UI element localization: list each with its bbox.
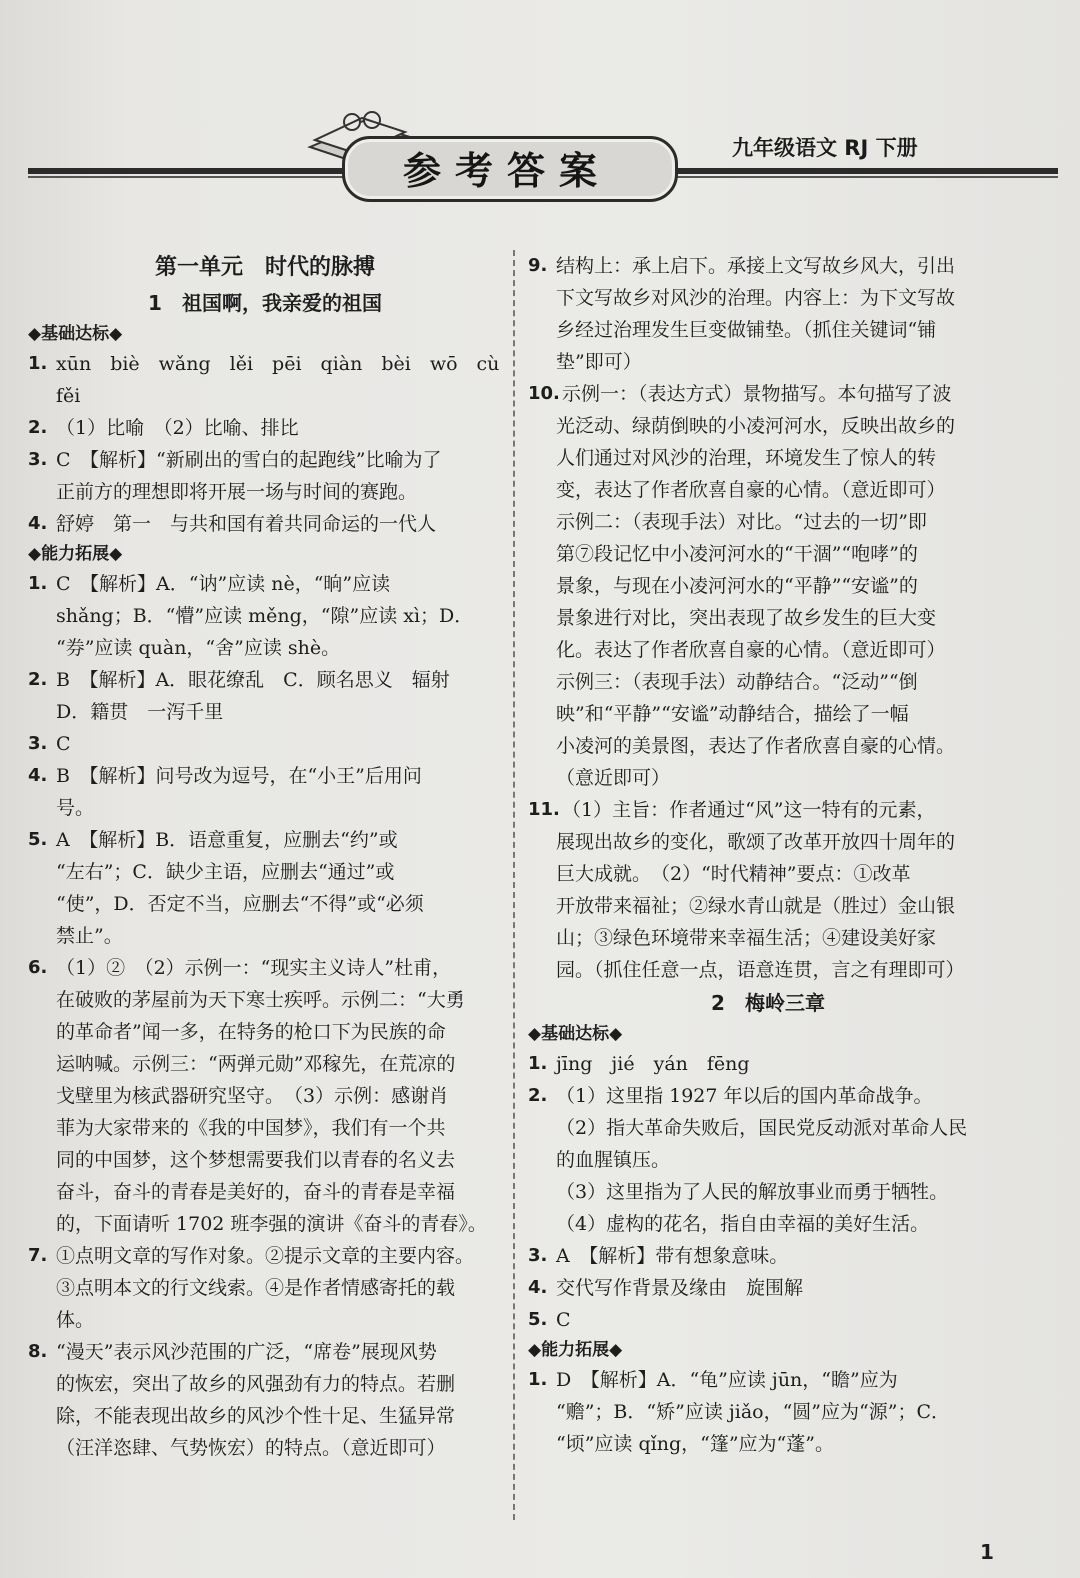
item-text: 人们通过对风沙的治理，环境发生了惊人的转 [556, 447, 937, 469]
answer-item [528, 1240, 1008, 1272]
item-number: 4. [528, 1277, 548, 1298]
item-text: D．籍贯 一泻千里 [56, 701, 224, 723]
item-number: 3. [28, 733, 48, 754]
section-extension: ◆能力拓展◆ [28, 544, 123, 564]
item-text: 示例一：（表达方式）景物描写。本句描写了波 [562, 383, 952, 405]
item-text: C 【解析】“新刷出的雪白的起跑线”比喻为了 [56, 449, 442, 471]
item-number: 4. [28, 513, 48, 534]
answer-item [528, 250, 1008, 282]
answer-item [28, 728, 502, 760]
item-text: （汪洋恣肆、气势恢宏）的特点。（意近即可） [56, 1437, 446, 1459]
item-text: “左右”；C．缺少主语，应删去“通过”或 [56, 861, 395, 883]
item-text: 的，下面请听 1702 班李强的演讲《奋斗的青春》。 [56, 1213, 487, 1235]
answer-item [28, 568, 502, 600]
item-text: A 【解析】带有想象意味。 [556, 1245, 789, 1267]
answer-item [28, 1336, 502, 1368]
answer-item [528, 794, 1008, 826]
answer-item [28, 348, 502, 380]
answer-item [528, 1080, 1008, 1112]
item-number: 4. [28, 765, 48, 786]
answer-item [528, 1304, 1008, 1336]
item-number: 8. [28, 1341, 48, 1362]
item-text: 在破败的茅屋前为天下寒士疾呼。示例二：“大勇 [56, 989, 465, 1011]
item-text: 光泛动、绿荫倒映的小凌河河水，反映出故乡的 [556, 415, 956, 437]
answer-item [28, 760, 502, 792]
item-number: 3. [28, 449, 48, 470]
item-text: 开放带来福祉；②绿水青山就是（胜过）金山银 [556, 895, 956, 917]
item-text: 交代写作背景及缘由 旋围解 [556, 1277, 804, 1299]
item-text: 戈壁里为核武器研究坚守。 （3）示例：感谢肖 [56, 1085, 449, 1107]
item-text: 展现出故乡的变化，歌颂了改革开放四十周年的 [556, 831, 956, 853]
answer-item [528, 1048, 1008, 1080]
item-text: 垫”即可） [556, 351, 642, 373]
item-text: “使”，D．否定不当，应删去“不得”或“必须 [56, 893, 424, 915]
item-text: 同的中国梦，这个梦想需要我们以青春的名义去 [56, 1149, 456, 1171]
item-text: 下文写故乡对风沙的治理。内容上：为下文写故 [556, 287, 956, 309]
item-number: 2. [28, 669, 48, 690]
item-number: 5. [528, 1309, 548, 1330]
item-text: （1）② （2）示例一：“现实主义诗人”杜甫， [56, 957, 452, 979]
column-divider [513, 250, 515, 1520]
item-text: 示例二：（表现手法）对比。“过去的一切”即 [556, 511, 927, 533]
answer-item [28, 664, 502, 696]
item-number: 9. [528, 255, 548, 276]
left-column [28, 250, 502, 1464]
item-text: B 【解析】A．眼花缭乱 C．顾名思义 辐射 [56, 669, 450, 691]
item-text: （意近即可） [556, 767, 671, 789]
item-text: “顷”应读 qǐng，“篷”应为“蓬”。 [556, 1433, 834, 1455]
answer-item [528, 1272, 1008, 1304]
right-column [528, 250, 1008, 1460]
page-title: 参考答案 [402, 149, 611, 193]
item-text: 除，不能表现出故乡的风沙个性十足、生猛异常 [56, 1405, 456, 1427]
answer-item [528, 378, 1008, 410]
answer-item [28, 508, 502, 540]
book-subtitle: 九年级语文 RJ 下册 [732, 136, 918, 160]
item-text: 的恢宏，突出了故乡的风强劲有力的特点。若删 [56, 1373, 456, 1395]
item-text: 舒婷 第一 与共和国有着共同命运的一代人 [56, 513, 437, 535]
item-text: 运呐喊。示例三：“两弹元勋”邓稼先，在荒凉的 [56, 1053, 456, 1075]
item-number: 1. [528, 1369, 548, 1390]
item-text: B 【解析】问号改为逗号，在“小王”后用问 [56, 765, 422, 787]
item-text: A 【解析】B．语意重复，应删去“约”或 [56, 829, 398, 851]
item-number: 2. [28, 417, 48, 438]
lesson-title: 2 梅岭三章 [711, 991, 825, 1015]
item-text: 山；③绿色环境带来幸福生活；④建设美好家 [556, 927, 937, 949]
unit-title: 第一单元 时代的脉搏 [154, 255, 375, 280]
item-text: （4）虚构的花名，指自由幸福的美好生活。 [556, 1213, 930, 1235]
answer-item [528, 1364, 1008, 1396]
item-text: 的血腥镇压。 [556, 1149, 671, 1171]
item-text: 乡经过治理发生巨变做铺垫。（抓住关键词“铺 [556, 319, 937, 341]
item-text: 园。（抓住任意一点，语意连贯，言之有理即可） [556, 959, 965, 981]
lesson-title: 1 祖国啊，我亲爱的祖国 [148, 291, 382, 315]
item-text: ③点明本文的行文线索。④是作者情感寄托的载 [56, 1277, 456, 1299]
item-text: shǎng；B．“懵”应读 měng，“隙”应读 xì；D． [56, 605, 474, 627]
section-extension: ◆能力拓展◆ [528, 1340, 623, 1360]
answer-item [28, 952, 502, 984]
item-text: “赡”；B．“矫”应读 jiǎo，“圆”应为“源”；C． [556, 1401, 950, 1423]
item-text: “漫天”表示风沙范围的广泛，“席卷”展现风势 [56, 1341, 437, 1363]
item-text: xūn biè wǎng lěi pēi qiàn bèi wō cù [56, 353, 500, 375]
item-text: jīng jié yán fēng [556, 1053, 750, 1075]
item-text: 巨大成就。 （2）“时代精神”要点：①改革 [556, 863, 911, 885]
answer-item [28, 412, 502, 444]
item-number: 1. [28, 573, 48, 594]
item-text: 的革命者”闻一多，在特务的枪口下为民族的命 [56, 1021, 446, 1043]
item-text: （3）这里指为了人民的解放事业而勇于牺牲。 [556, 1181, 949, 1203]
item-text: 菲为大家带来的《我的中国梦》，我们有一个共 [56, 1117, 446, 1139]
item-text: （1）主旨：作者通过“风”这一特有的元素， [562, 799, 936, 821]
item-text: （1）比喻 （2）比喻、排比 [56, 417, 299, 439]
item-text: C [56, 733, 71, 755]
item-number: 3. [528, 1245, 548, 1266]
item-text: C 【解析】A．“讷”应读 nè，“晌”应读 [56, 573, 391, 595]
item-text: 禁止”。 [56, 925, 123, 947]
item-text: D 【解析】A．“龟”应读 jūn，“瞻”应为 [556, 1369, 898, 1391]
item-text: 号。 [56, 797, 95, 819]
answer-item [28, 1240, 502, 1272]
item-text: ①点明文章的写作对象。②提示文章的主要内容。 [56, 1245, 475, 1267]
item-text: C [556, 1309, 571, 1331]
item-number: 7. [28, 1245, 48, 1266]
item-text: （1）这里指 1927 年以后的国内革命战争。 [556, 1085, 933, 1107]
item-number: 10. [528, 383, 560, 404]
item-text: 奋斗，奋斗的青春是美好的，奋斗的青春是幸福 [56, 1181, 456, 1203]
page-number: 1 [980, 1540, 994, 1564]
answer-item [28, 824, 502, 856]
item-text: 小凌河的美景图，表达了作者欣喜自豪的心情。 [556, 735, 956, 757]
section-basic: ◆基础达标◆ [528, 1024, 623, 1044]
item-text: fěi [56, 385, 81, 407]
item-text: “券”应读 quàn，“舍”应读 shè。 [56, 637, 341, 659]
item-text: （2）指大革命失败后，国民党反动派对革命人民 [556, 1117, 968, 1139]
item-text: 示例三：（表现手法）动静结合。“泛动”“倒 [556, 671, 918, 693]
item-number: 1. [528, 1053, 548, 1074]
section-basic: ◆基础达标◆ [28, 324, 123, 344]
item-text: 结构上：承上启下。承接上文写故乡风大，引出 [556, 255, 956, 277]
answer-item [28, 444, 502, 476]
item-text: 景象进行对比，突出表现了故乡发生的巨大变 [556, 607, 937, 629]
item-text: 正前方的理想即将开展一场与时间的赛跑。 [56, 481, 418, 503]
item-text: 第⑦段记忆中小凌河河水的“干涸”“咆哮”的 [556, 543, 918, 565]
item-number: 11. [528, 799, 560, 820]
item-text: 化。表达了作者欣喜自豪的心情。（意近即可） [556, 639, 946, 661]
item-text: 景象，与现在小凌河河水的“平静”“安谧”的 [556, 575, 918, 597]
item-text: 变，表达了作者欣喜自豪的心情。（意近即可） [556, 479, 946, 501]
item-number: 2. [528, 1085, 548, 1106]
item-text: 映”和“平静”“安谧”动静结合，描绘了一幅 [556, 703, 909, 725]
item-number: 1. [28, 353, 48, 374]
item-number: 6. [28, 957, 48, 978]
item-text: 体。 [56, 1309, 95, 1331]
item-number: 5. [28, 829, 48, 850]
